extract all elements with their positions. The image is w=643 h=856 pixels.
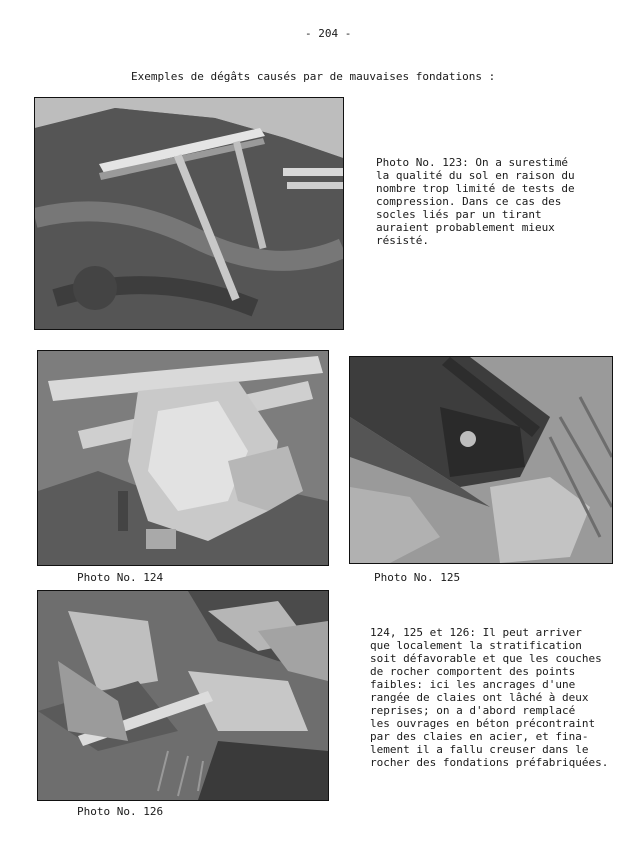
description-line: lement il a fallu creuser dans le (370, 743, 589, 756)
description-line: Photo No. 123: On a surestimé (376, 156, 569, 169)
description-line: rangée de claies ont lâché à deux (370, 691, 589, 704)
description-line: socles liés par un tirant (376, 208, 542, 221)
description-line: auraient probablement mieux (376, 221, 555, 234)
description-line: faibles: ici les ancrages d'une (370, 678, 576, 691)
photo-125 (349, 356, 613, 564)
photo-124-caption: Photo No. 124 (77, 571, 164, 584)
photo-125-image (350, 357, 612, 563)
description-line: de rocher comportent des points (370, 665, 576, 678)
photo-123-image (35, 98, 343, 329)
page-heading: Exemples de dégâts causés par de mauvaises fondations : (131, 70, 496, 83)
description-line: nombre trop limité de tests de (376, 182, 575, 195)
description-line: résisté. (376, 234, 429, 247)
description-line: compression. Dans ce cas des (376, 195, 562, 208)
photos-124-126-description (370, 626, 608, 769)
photo-126-image (38, 591, 328, 800)
photo-123-description (376, 156, 575, 247)
page-number: - 204 - (305, 27, 352, 40)
description-line: soit défavorable et que les couches (370, 652, 602, 665)
photo-125-caption: Photo No. 125 (374, 571, 461, 584)
photo-126-caption: Photo No. 126 (77, 805, 164, 818)
photo-123 (34, 97, 344, 330)
description-line: les ouvrages en béton précontraint (370, 717, 596, 730)
description-line: rocher des fondations préfabriquées. (370, 756, 609, 769)
description-line: 124, 125 et 126: Il peut arriver (370, 626, 582, 639)
description-line: reprises; on a d'abord remplacé (370, 704, 576, 717)
photo-124-image (38, 351, 328, 565)
description-line: par des claies en acier, et fina- (370, 730, 589, 743)
photo-126 (37, 590, 329, 801)
description-line: que localement la stratification (370, 639, 582, 652)
photo-124 (37, 350, 329, 566)
description-line: la qualité du sol en raison du (376, 169, 575, 182)
